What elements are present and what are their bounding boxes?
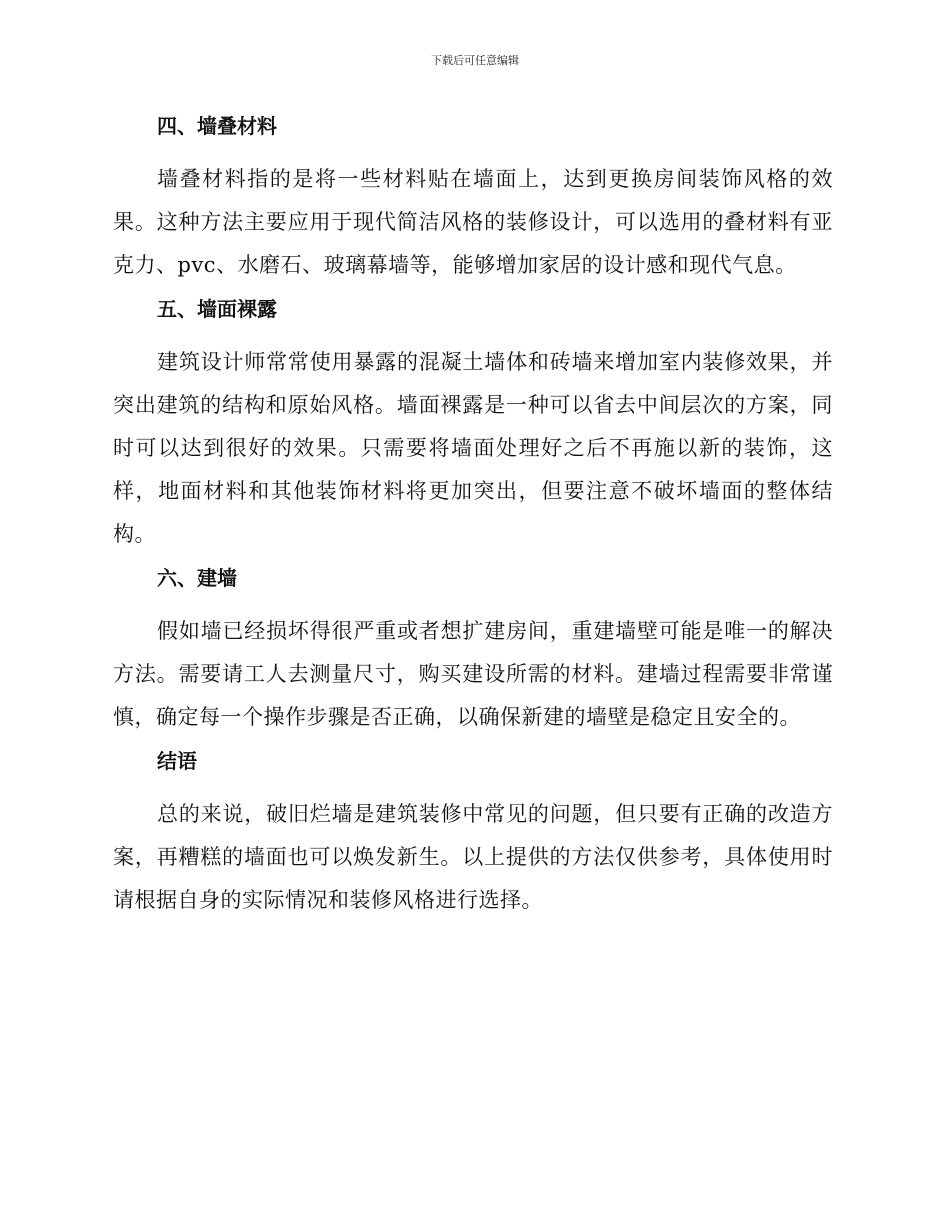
section-paragraph: 总的来说，破旧烂墙是建筑装修中常见的问题，但只要有正确的改造方案，再糟糕的墙面也可以焕发新生。以上提供的方法仅供参考，具体使用时请根据自身的实际情况和装修风格进行选择。 xyxy=(113,802,833,912)
section-paragraph: 墙叠材料指的是将一些材料贴在墙面上，达到更换房间装饰风格的效果。这种方法主要应用于现代简洁风格的装修设计，可以选用的叠材料有亚克力、pvc、水磨石、玻璃幕墙等，能够增加家居的设计感和现代气息。 xyxy=(113,167,833,277)
section-paragraph: 假如墙已经损坏得很严重或者想扩建房间，重建墙壁可能是唯一的解决方法。需要请工人去测量尺寸，购买建设所需的材料。建墙过程需要非常谨慎，确定每一个操作步骤是否正确，以确保新建的墙壁是稳定且安全的。 xyxy=(113,619,833,729)
section-heading: 五、墙面裸露 xyxy=(157,297,277,321)
section-exposed-wall xyxy=(113,293,833,556)
page-header: 下载后可任意编辑 xyxy=(431,54,519,67)
section-build-wall xyxy=(113,562,833,739)
section-heading: 六、建墙 xyxy=(157,566,237,590)
section-conclusion xyxy=(113,745,833,922)
document-body xyxy=(113,110,833,928)
section-heading: 四、墙叠材料 xyxy=(157,114,277,138)
section-heading: 结语 xyxy=(157,749,197,773)
section-paragraph: 建筑设计师常常使用暴露的混凝土墙体和砖墙来增加室内装修效果，并突出建筑的结构和原始风格。墙面裸露是一种可以省去中间层次的方案，同时可以达到很好的效果。只需要将墙面处理好之后不再施以新的装饰，这样，地面材料和其他装饰材料将更加突出，但要注意不破坏墙面的整体结构。 xyxy=(113,350,833,546)
section-wall-overlay-materials xyxy=(113,110,833,287)
